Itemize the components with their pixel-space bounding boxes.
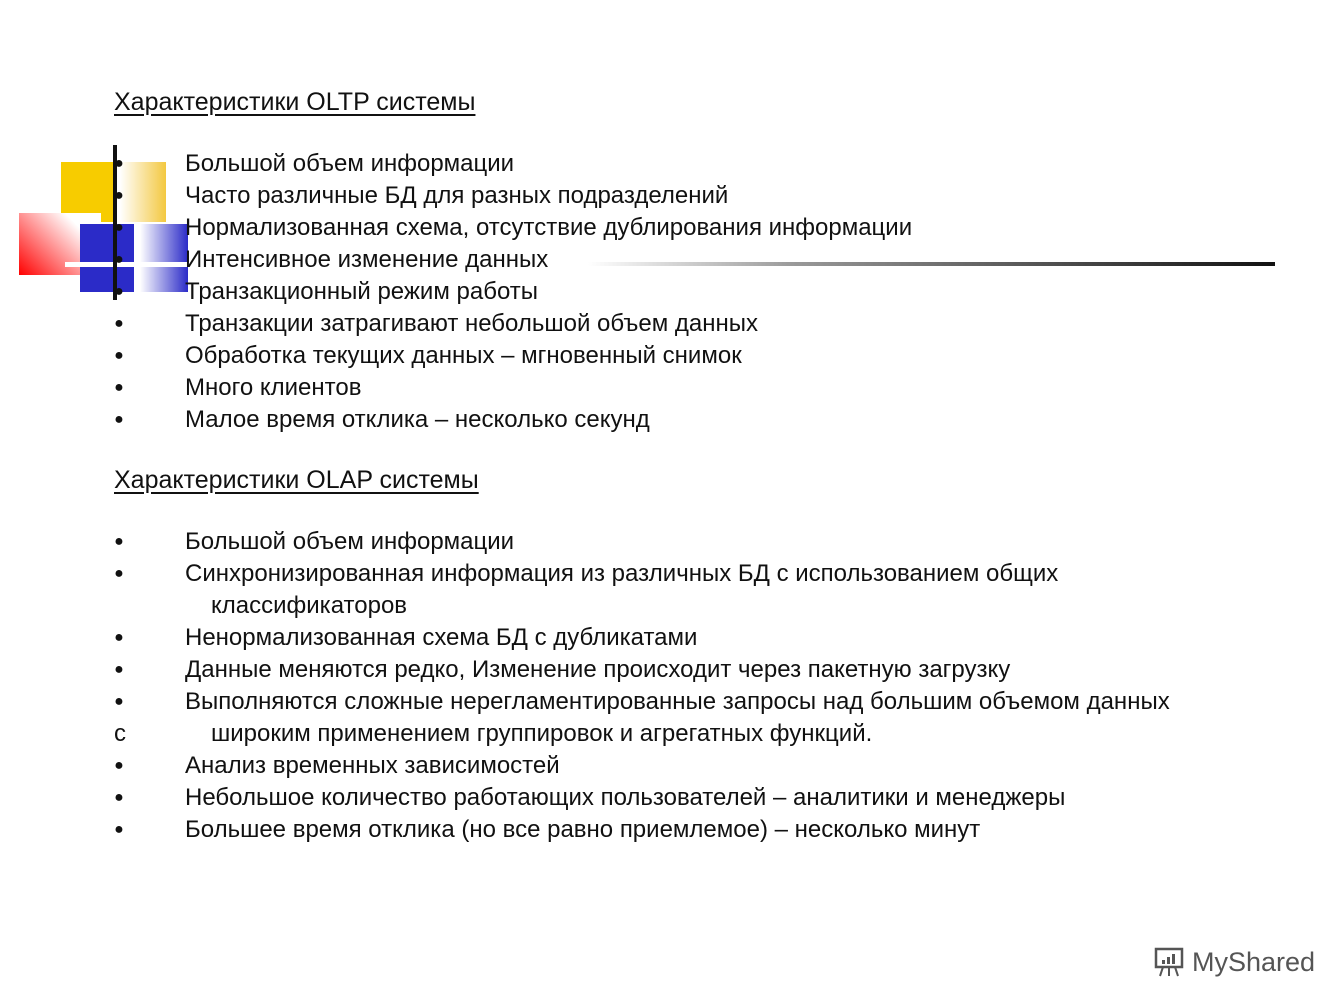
list-item-text: Большее время отклика (но все равно приемлемое) – несколько минут bbox=[185, 816, 981, 843]
bullet-icon: ● bbox=[114, 187, 124, 204]
olap-heading: Характеристики OLAP системы bbox=[114, 466, 479, 494]
list-item-text: Часто различные БД для разных подразделений bbox=[185, 182, 729, 209]
decor-yellow-gradient bbox=[120, 162, 166, 222]
list-item-text: широким применением группировок и агрегатных функций. bbox=[211, 720, 873, 747]
bullet-icon: ● bbox=[114, 219, 124, 236]
watermark-text: MyShared bbox=[1192, 946, 1316, 977]
bullet-icon: ● bbox=[114, 315, 124, 332]
decor-white-line bbox=[65, 262, 188, 267]
bullet-icon: ● bbox=[114, 693, 124, 710]
decor-gray-gradient-line bbox=[588, 262, 1275, 266]
list-item-text: Транзакции затрагивают небольшой объем данных bbox=[185, 310, 758, 337]
list-item-text: Синхронизированная информация из различных БД с использованием общих bbox=[185, 560, 1059, 587]
bullet-icon: ● bbox=[114, 565, 124, 582]
list-item-text: Большой объем информации bbox=[185, 150, 515, 177]
list-item-text: классификаторов bbox=[211, 592, 408, 619]
bullet-icon: ● bbox=[114, 533, 124, 550]
oltp-heading: Характеристики OLTP системы bbox=[114, 88, 476, 116]
continuation-mark: с bbox=[114, 720, 126, 747]
watermark bbox=[1152, 945, 1315, 979]
list-item-text: Выполняются сложные нерегламентированные запросы над большим объемом данных bbox=[185, 688, 1170, 715]
bullet-icon: ● bbox=[114, 379, 124, 396]
list-item-text: Много клиентов bbox=[185, 374, 362, 401]
bullet-icon: ● bbox=[114, 629, 124, 646]
list-item-text: Ненормализованная схема БД с дубликатами bbox=[185, 624, 698, 651]
bullet-icon: ● bbox=[114, 347, 124, 364]
bullet-icon: ● bbox=[114, 155, 124, 172]
list-item-text: Транзакционный режим работы bbox=[185, 278, 539, 305]
list-item-text: Большой объем информации bbox=[185, 528, 515, 555]
bullet-icon: ● bbox=[114, 251, 124, 268]
bullet-icon: ● bbox=[114, 283, 124, 300]
bullet-icon: ● bbox=[114, 411, 124, 428]
presentation-board-icon bbox=[1152, 945, 1186, 979]
bullet-icon: ● bbox=[114, 661, 124, 678]
list-item-text: Данные меняются редко, Изменение происходит через пакетную загрузку bbox=[185, 656, 1011, 683]
list-item-text: Малое время отклика – несколько секунд bbox=[185, 406, 650, 433]
bullet-icon: ● bbox=[114, 789, 124, 806]
decor-blue-gradient bbox=[140, 224, 188, 292]
bullet-icon: ● bbox=[114, 757, 124, 774]
list-item-text: Интенсивное изменение данных bbox=[185, 246, 549, 273]
list-item-text: Небольшое количество работающих пользователей – аналитики и менеджеры bbox=[185, 784, 1066, 811]
list-item-text: Обработка текущих данных – мгновенный снимок bbox=[185, 342, 742, 369]
list-item-text: Анализ временных зависимостей bbox=[185, 752, 560, 779]
list-item-text: Нормализованная схема, отсутствие дублирования информации bbox=[185, 214, 913, 241]
bullet-icon: ● bbox=[114, 821, 124, 838]
